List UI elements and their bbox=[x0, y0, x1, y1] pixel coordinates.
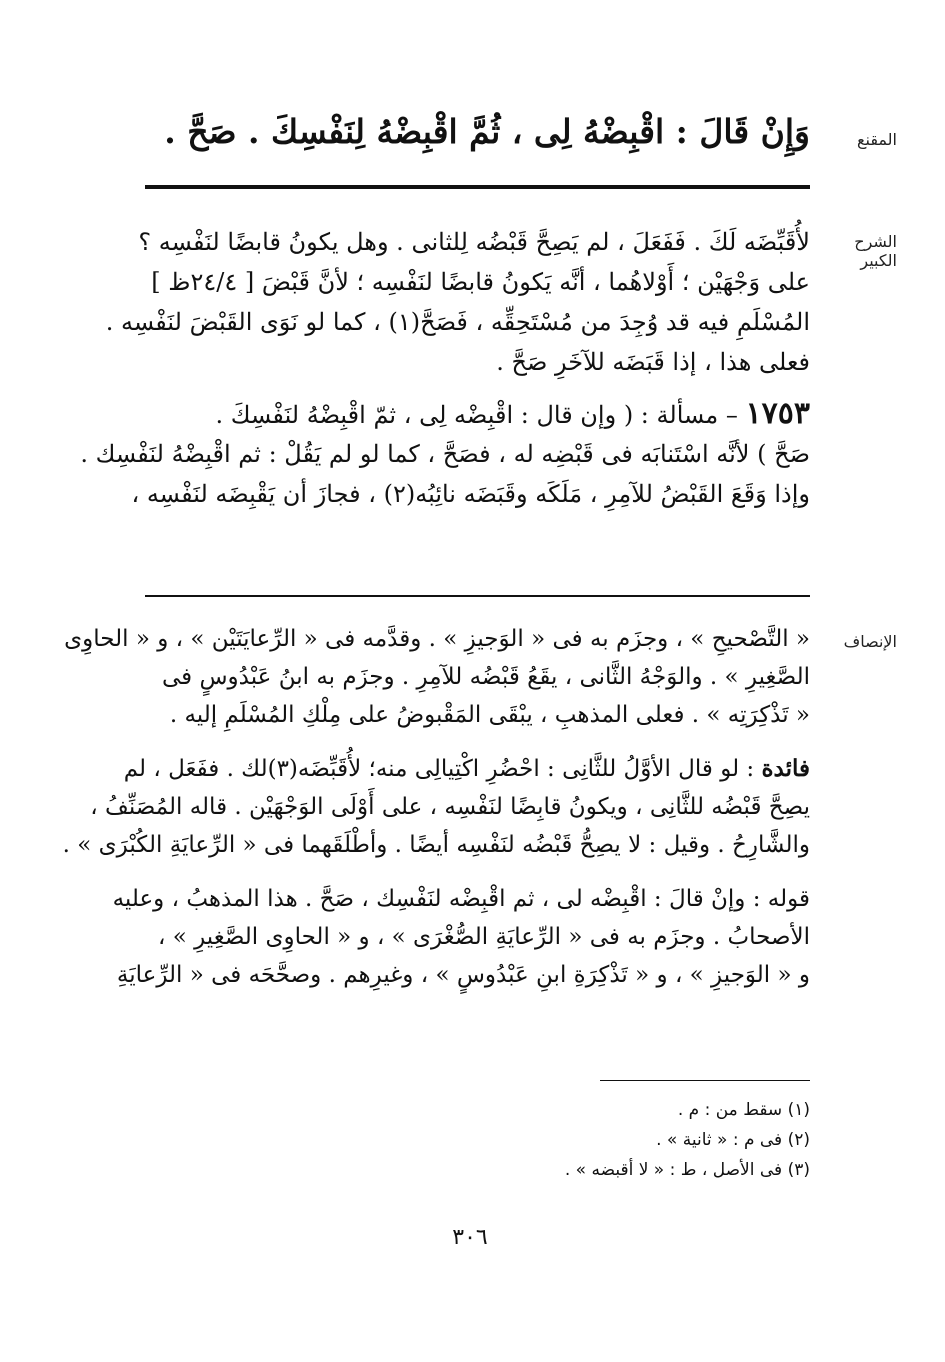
insaf-line: « تَذْكِرَتِه » . فعلى المذهبِ ، يبْقَى المَقْبوضُ على مِلْكِ المُسْلَمِ إليه . bbox=[169, 702, 810, 728]
faida-line: والشَّارِحُ . وقيل : لا يصِحُّ قَبْضُه لنَفْسِه أيضًا . وأطْلَقَهما فى « الرِّعايَةِ الكُبْرَى » . bbox=[62, 832, 810, 858]
muqni-text-block bbox=[135, 112, 810, 151]
footnote-rule bbox=[600, 1080, 810, 1081]
sharh-label: الشرح الكبير bbox=[854, 232, 897, 270]
insaf-line: « التَّصْحيحِ » ، وجزَم به فى « الوَجيزِ » . وقدَّمه فى « الرِّعايَتَيْن » ، و « الحاوِى bbox=[64, 626, 810, 652]
page-number: ٣٠٦ bbox=[452, 1225, 488, 1250]
qawluh-line: و « الوَجيزِ » ، و « تَذْكِرَةِ ابنِ عَبْدُوسٍ » ، وغيرِهم . وصحَّحَه فى « الرِّعايَةِ bbox=[116, 962, 810, 988]
sharh-line: فعلى هذا ، إذا قَبَضَه للآخَرِ صَحَّ . bbox=[496, 348, 810, 376]
insaf-block bbox=[62, 620, 810, 994]
footnote: (٢) فى م : « ثانية » . bbox=[656, 1130, 810, 1150]
footnote: (١) سقط من : م . bbox=[677, 1100, 810, 1120]
faida-line bbox=[123, 750, 810, 788]
footnote: (٣) فى الأصل ، ط : « لا أقبضه » . bbox=[564, 1160, 810, 1180]
masala-text: – مسألة : ( وإن قال : اقْبِضْه لِى ، ثمّ اقْبِضْهُ لنَفْسِكَ . bbox=[215, 401, 738, 429]
insaf-line: الصَّغِيرِ » . والوَجْهُ الثَّانى ، يقَعُ قَبْضُه للآمِرِ . وجزَم به ابنُ عَبْدُوسٍ فى bbox=[162, 664, 810, 690]
sharh-line: على وَجْهَيْن ؛ أَوْلاهُما ، أنَّه يَكونُ قابضًا لنَفْسِه ؛ لأنَّ قَبْضَ [ ٢٤/٤ظ ] bbox=[151, 268, 810, 296]
sharh-line: المُسْلَمِ فيه قد وُجِدَ من مُسْتَحِقِّه ، فَصَحَّ(١) ، كما لو نَوَى القَبْضَ لنَفْسِه . bbox=[105, 308, 810, 336]
section-rule bbox=[145, 595, 810, 597]
faida-label: فائدة bbox=[761, 755, 810, 782]
muqni-text: وَإِنْ قَالَ : اقْبِضْهُ لِى ، ثُمَّ اقْبِضْهُ لِنَفْسِكَ . صَحَّ . bbox=[164, 112, 810, 151]
sharh-line: لأُقَبِّضَه لَكَ . فَفَعَلَ ، لم يَصِحَّ قَبْضُه لِلثانى . وهل يكونُ قابضًا لنَفْسِه ؟ bbox=[138, 228, 810, 256]
qawluh-line: قوله : وإنْ قالَ : اقْبِضْه لى ، ثم اقْبِضْه لنَفْسِك ، صَحَّ . هذا المذهبُ ، وعليه bbox=[112, 886, 810, 912]
masala-number: ١٧٥٣ bbox=[745, 396, 810, 431]
muqni-label: المقنع bbox=[856, 130, 897, 149]
masala-line: وإذا وَقَعَ القَبْضُ للآمِرِ ، مَلَكَه وقَبَضَه نائِبُه(٢) ، فجازَ أن يَقْبِضَه لنَفْسِه ، bbox=[131, 480, 810, 508]
faida-text: : لو قال الأوَّلُ للثَّانِى : احْضُرِ اكْتِيالِى منه؛ لأُقَبِّضَه(٣)لك . ففَعَل ، لم bbox=[123, 756, 755, 782]
header-rule bbox=[145, 185, 810, 189]
footnotes-block bbox=[135, 1095, 810, 1185]
masala-line: صَحَّ ) لأنَّه اسْتَنابَه فى قَبْضِه له ، فصَحَّ ، كما لو لم يَقُلْ : ثم اقْبِضْهُ لنَفْسِك . bbox=[80, 440, 810, 468]
qawluh-line: الأصحابُ . وجزَم به فى « الرِّعايَةِ الصُّغْرَى » ، و « الحاوِى الصَّغِيرِ » ، bbox=[157, 924, 810, 950]
sharh-block bbox=[80, 222, 810, 514]
masala-line bbox=[135, 394, 810, 434]
faida-line: يصِحَّ قَبْضُه للثَّانِى ، ويكونُ قابِضًا لنَفْسِه ، على أَوْلَى الوَجْهَيْن . قاله المُصَنِّفُ ، bbox=[90, 794, 810, 820]
insaf-label: الإنصاف bbox=[843, 632, 897, 651]
